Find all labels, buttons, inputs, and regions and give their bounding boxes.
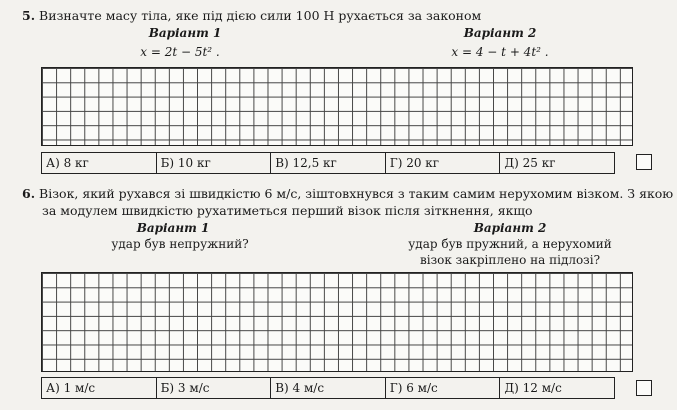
q5-solution-grid[interactable] [41,67,633,146]
q5-option-b[interactable]: Б) 10 кг [157,153,272,173]
question-5-prompt [22,8,481,24]
q5-variant-1-formula: x = 2t − 5t² . [140,45,220,59]
q5-option-c[interactable]: В) 12,5 кг [271,153,386,173]
q6-answer-box[interactable] [636,380,652,396]
q6-option-a[interactable]: А) 1 м/с [42,378,157,398]
question-5-text: Визначте масу тіла, яке під дією сили 100 Н рухається за законом [39,8,482,23]
q5-variant-2-formula: x = 4 − t + 4t² . [451,45,549,59]
question-6-text-line-2: за модулем швидкістю рухатиметься перший візок після зіткнення, якщо [42,203,533,218]
q5-answer-options [41,152,615,174]
q6-option-c[interactable]: В) 4 м/с [271,378,386,398]
q5-answer-box[interactable] [636,154,652,170]
question-6-number: 6. [22,186,36,201]
question-6-text-line-1: Візок, який рухався зі швидкістю 6 м/с, зіштовхнувся з таким самим нерухомим візком. З якою [39,186,674,201]
q6-solution-grid[interactable] [41,272,633,372]
question-6-line-1 [22,186,673,202]
q6-variant-2-title: Варіант 2 [473,221,547,235]
question-5-number: 5. [22,8,36,23]
q5-option-e[interactable]: Д) 25 кг [504,156,556,170]
q6-answer-options [41,377,615,399]
q6-variant-1-text: удар був непружний? [111,237,249,251]
q6-option-d[interactable]: Г) 6 м/с [386,378,501,398]
q6-option-e[interactable]: Д) 12 м/с [504,381,562,395]
q6-variant-1-title: Варіант 1 [136,221,210,235]
q5-option-a[interactable]: А) 8 кг [42,153,157,173]
q5-variant-1-title: Варіант 1 [148,26,222,40]
q5-variant-2-title: Варіант 2 [463,26,537,40]
q6-variant-2-text-2: візок закріплено на підлозі? [419,253,600,267]
q6-option-b[interactable]: Б) 3 м/с [157,378,272,398]
q5-option-d[interactable]: Г) 20 кг [386,153,501,173]
q6-variant-2-text-1: удар був пружний, а нерухомий [408,237,612,251]
